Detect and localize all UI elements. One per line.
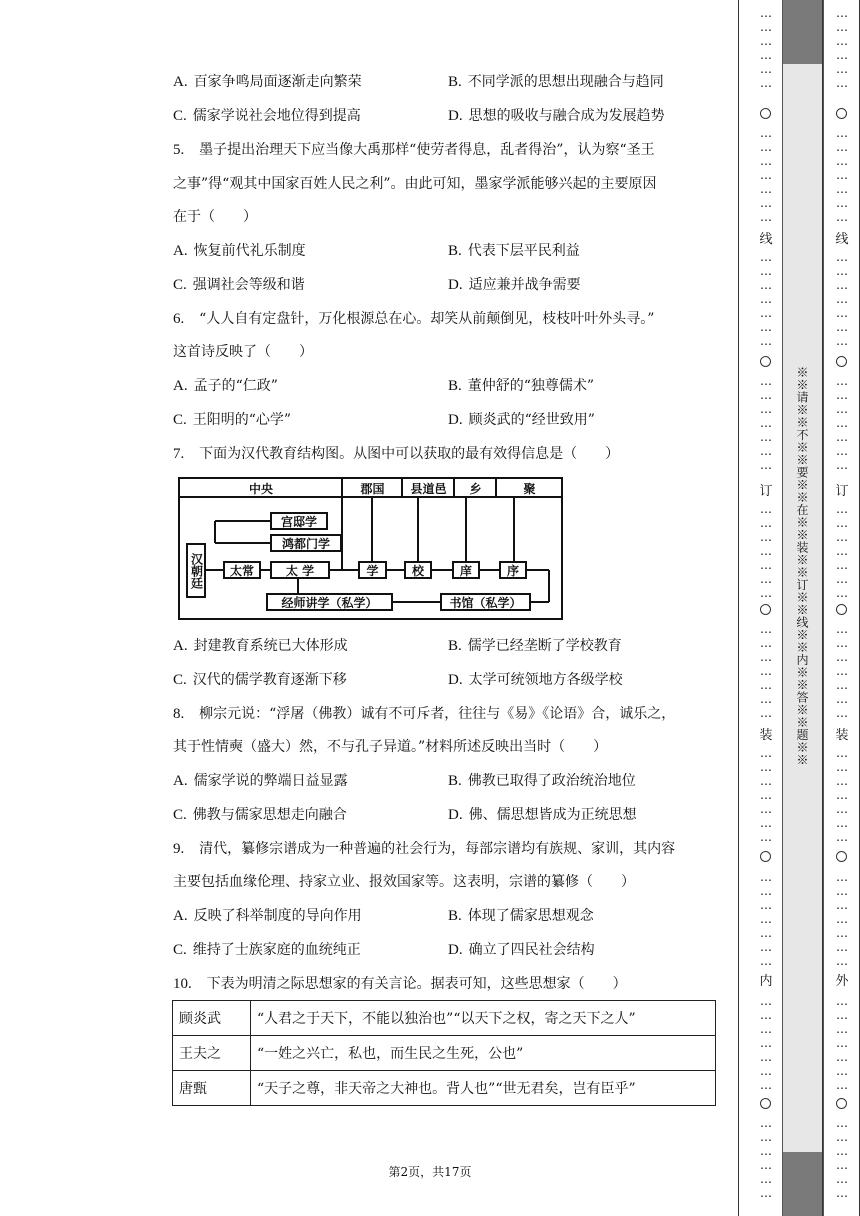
- binding-hole-icon: [836, 851, 847, 862]
- margin-char-zhuang-inner: 装: [759, 728, 773, 743]
- binding-hole-icon: [760, 851, 771, 862]
- gray-block-bottom: [783, 1152, 822, 1216]
- q7-option-d: D. 太学可统领地方各级学校: [448, 672, 623, 688]
- inner-border-line: [738, 0, 739, 1216]
- thinkers-table: [172, 1000, 716, 1106]
- margin-char-xian-inner: 线: [759, 232, 773, 247]
- thinker-quote: “一姓之兴亡，私也，而生民之生死，公也”: [251, 1036, 716, 1071]
- box-jingshi: 经师讲学（私学）: [266, 593, 393, 611]
- box-han-court: 汉朝廷: [186, 543, 206, 598]
- q9-option-d: D. 确立了四民社会结构: [448, 942, 595, 958]
- table-row: [173, 1001, 716, 1036]
- q9-option-c: C. 维持了士族家庭的血统纯正: [173, 942, 361, 958]
- margin-char-xian-outer: 线: [835, 232, 849, 247]
- dots: … … … … … … …: [836, 870, 848, 968]
- dots: … … … … … … …: [760, 870, 772, 968]
- dots: … … … … … … …: [760, 502, 772, 600]
- q7-option-c: C. 汉代的儒学教育逐渐下移: [173, 672, 347, 688]
- dots: … … … … … … …: [836, 250, 848, 348]
- dots: … … … … … … …: [760, 250, 772, 348]
- q6-stem-line1: 6. “人人自有定盘针，万化根源总在心。却笑从前颠倒见，枝枝叶叶外头寻。”: [173, 311, 655, 327]
- education-structure-diagram: [178, 477, 564, 621]
- dots: … … … … … … …: [760, 126, 772, 224]
- margin-char-wai: 外: [835, 974, 849, 989]
- dots: … … … … … …: [836, 6, 848, 90]
- margin-char-nei: 内: [759, 974, 773, 989]
- q9-option-a: A. 反映了科举制度的导向作用: [173, 908, 362, 924]
- q8-option-d: D. 佛、儒思想皆成为正统思想: [448, 807, 637, 823]
- thinker-name: 顾炎武: [173, 1001, 251, 1036]
- q6-stem-line2: 这首诗反映了（ ）: [173, 344, 313, 360]
- thinker-name: 王夫之: [173, 1036, 251, 1071]
- header-central: 中央: [248, 481, 273, 496]
- dots: … … … … … … …: [836, 994, 848, 1092]
- box-xu: 序: [499, 561, 527, 579]
- margin-char-ding-inner: 订: [759, 484, 773, 499]
- q10-stem-line1: 10. 下表为明清之际思想家的有关言论。据表可知，这些思想家（ ）: [173, 976, 627, 992]
- thinker-quote: “人君之于天下，不能以独治也”“以天下之权，寄之天下之人”: [251, 1001, 716, 1036]
- dots: … … … … … … …: [760, 994, 772, 1092]
- q5-option-c: C. 强调社会等级和谐: [173, 277, 305, 293]
- outer-border-line: [822, 0, 823, 1216]
- q6-option-a: A. 孟子的“仁政”: [173, 378, 278, 394]
- q5-option-b: B. 代表下层平民利益: [448, 243, 580, 259]
- thinker-quote: “天子之尊，非天帝之大神也。背人也”“世无君矣，岂有臣乎”: [251, 1071, 716, 1106]
- box-xiang-school: 庠: [452, 561, 480, 579]
- page-footer: 第2页，共17页: [388, 1165, 472, 1179]
- binding-hole-icon: [836, 108, 847, 119]
- q8-stem-line2: 其于性情奭（盛大）然，不与孔子异道。”材料所述反映出当时（ ）: [173, 739, 608, 755]
- dots: … … … … … … …: [760, 374, 772, 472]
- binding-hole-icon: [760, 1098, 771, 1109]
- q7-option-b: B. 儒学已经垄断了学校教育: [448, 638, 622, 654]
- dots: … … … … … … …: [836, 746, 848, 844]
- box-xiao: 校: [404, 561, 432, 579]
- header-xian: 县道邑: [410, 481, 447, 496]
- box-gongdi: 宫邸学: [270, 512, 328, 530]
- q5-option-a: A. 恢复前代礼乐制度: [173, 243, 306, 259]
- dots: … … … … … … …: [836, 622, 848, 720]
- table-row: [173, 1036, 716, 1071]
- margin-char-zhuang-outer: 装: [835, 728, 849, 743]
- binding-margin: [738, 0, 860, 1216]
- q6-option-d: D. 顾炎武的“经世致用”: [448, 412, 595, 428]
- box-taixue: 太 学: [270, 561, 330, 579]
- dots: … … … … … … …: [836, 374, 848, 472]
- binding-hole-icon: [760, 356, 771, 367]
- q5-option-d: D. 适应兼并战争需要: [448, 277, 581, 293]
- answer-warning-text: ※※请※※不※※要※※在※※装※※订※※线※※内※※答※※题※※: [795, 366, 809, 766]
- margin-char-ding-outer: 订: [835, 484, 849, 499]
- box-shuguan: 书馆（私学）: [440, 593, 531, 611]
- q4-option-b: B. 不同学派的思想出现融合与趋同: [448, 74, 664, 90]
- dots: … … … … … …: [836, 1116, 848, 1200]
- box-hongdumen: 鸿都门学: [270, 534, 342, 552]
- q4-option-d: D. 思想的吸收与融合成为发展趋势: [448, 108, 665, 124]
- box-taichang: 太常: [223, 561, 261, 579]
- q9-stem-line1: 9. 清代，纂修宗谱成为一种普遍的社会行为，每部宗谱均有族规、家训，其内容: [173, 841, 676, 857]
- q5-stem-line3: 在于（ ）: [173, 209, 257, 225]
- q6-option-b: B. 董仲舒的“独尊儒术”: [448, 378, 595, 394]
- binding-hole-icon: [836, 604, 847, 615]
- header-ju: 聚: [523, 481, 536, 496]
- binding-hole-icon: [760, 108, 771, 119]
- dots: … … … … … … …: [836, 126, 848, 224]
- q8-stem-line1: 8. 柳宗元说：“浮屠（佛教）诚有不可斥者，往往与《易》《论语》合，诚乐之，: [173, 706, 676, 722]
- q4-option-c: C. 儒家学说社会地位得到提高: [173, 108, 361, 124]
- q4-option-a: A. 百家争鸣局面逐渐走向繁荣: [173, 74, 362, 90]
- dots: … … … … … …: [760, 6, 772, 90]
- q5-stem-line2: 之事”得“观其中国家百姓人民之利”。由此可知，墨家学派能够兴起的主要原因: [173, 176, 657, 192]
- q9-stem-line2: 主要包括血缘伦理、持家立业、报效国家等。这表明，宗谱的纂修（ ）: [173, 874, 635, 890]
- header-xiang: 乡: [469, 481, 482, 496]
- q8-option-a: A. 儒家学说的弊端日益显露: [173, 773, 348, 789]
- dots: … … … … … … …: [760, 622, 772, 720]
- q7-stem-line1: 7. 下面为汉代教育结构图。从图中可以获取的最有效得信息是（ ）: [173, 446, 620, 462]
- q9-option-b: B. 体现了儒家思想观念: [448, 908, 594, 924]
- dots: … … … … … … …: [760, 746, 772, 844]
- dots: … … … … … … …: [836, 502, 848, 600]
- box-xue: 学: [358, 561, 387, 579]
- binding-hole-icon: [760, 604, 771, 615]
- binding-hole-icon: [836, 356, 847, 367]
- gray-block-top: [783, 0, 822, 64]
- q8-option-b: B. 佛教已取得了政治统治地位: [448, 773, 636, 789]
- q6-option-c: C. 王阳明的“心学”: [173, 412, 292, 428]
- q7-option-a: A. 封建教育系统已大体形成: [173, 638, 348, 654]
- q8-option-c: C. 佛教与儒家思想走向融合: [173, 807, 347, 823]
- dots: … … … … … …: [760, 1116, 772, 1200]
- table-row: [173, 1071, 716, 1106]
- thinker-name: 唐甄: [173, 1071, 251, 1106]
- q5-stem-line1: 5. 墨子提出治理天下应当像大禹那样“使劳者得息，乱者得治”，认为察“圣王: [173, 142, 655, 158]
- header-jun: 郡国: [360, 481, 385, 496]
- binding-hole-icon: [836, 1098, 847, 1109]
